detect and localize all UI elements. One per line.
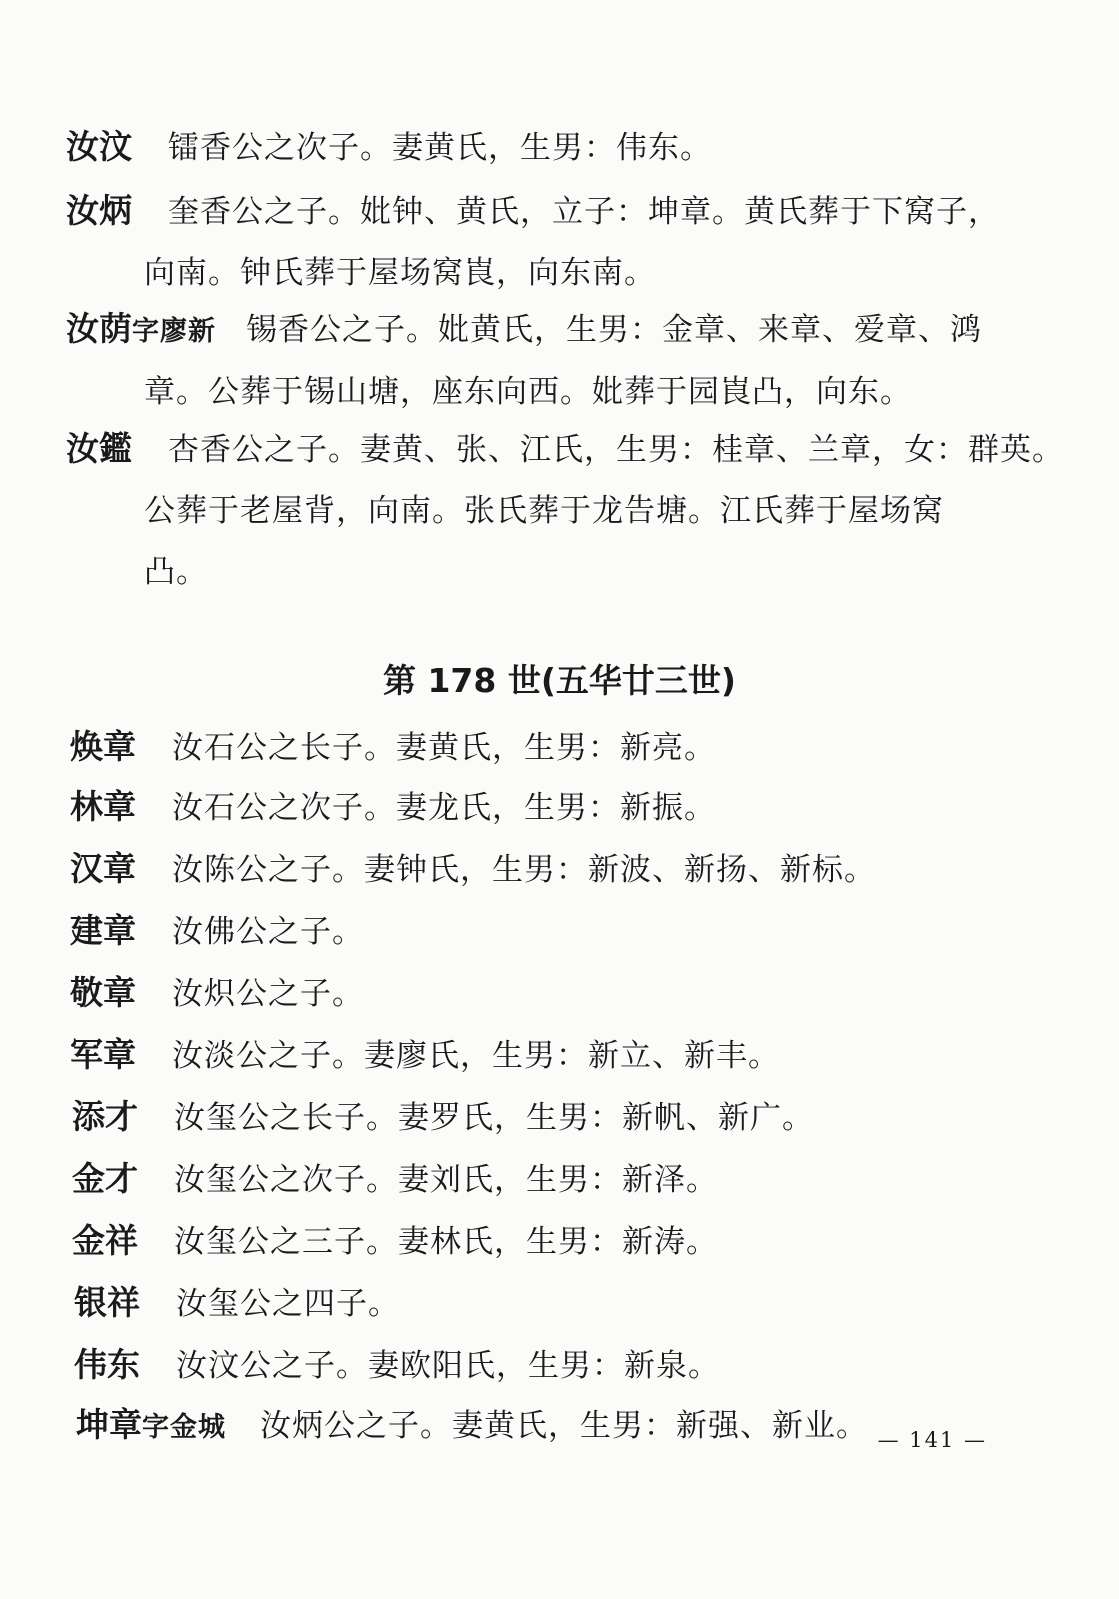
entry-courtesy-name: 字廖新 [132, 316, 216, 347]
entry-wei-dong [74, 1334, 1074, 1397]
entry-continuation: 凸。 [144, 554, 208, 590]
entry-name: 坤章 [76, 1405, 142, 1444]
entry-huan-zhang [70, 716, 1070, 779]
entry-name: 金才 [72, 1159, 138, 1198]
entry-text: 汝炳公之子。妻黄氏，生男：新强、新业。 [260, 1408, 868, 1444]
entry-name: 汝鑑 [66, 429, 132, 468]
entry-han-zhang [70, 838, 1070, 901]
entry-name: 汝汶 [66, 127, 132, 166]
entry-text: 汝玺公之长子。妻罗氏，生男：新帆、新广。 [174, 1100, 814, 1136]
entry-text: 奎香公之子。妣钟、黄氏，立子：坤章。黄氏葬于下窝子， [168, 194, 1000, 230]
entry-yin-xiang [74, 1272, 1074, 1335]
entry-continuation: 向南。钟氏葬于屋场窝崀，向东南。 [144, 255, 656, 291]
entry-continuation: 公葬于老屋背，向南。张氏葬于龙告塘。江氏葬于屋场窝 [144, 493, 944, 529]
entry-tian-cai [72, 1086, 1072, 1149]
entry-text: 汝石公之次子。妻龙氏，生男：新振。 [172, 790, 716, 826]
entry-name: 汝炳 [66, 191, 132, 230]
entry-name: 伟东 [74, 1345, 140, 1384]
entry-name: 敬章 [70, 973, 136, 1012]
entry-text: 汝汶公之子。妻欧阳氏，生男：新泉。 [176, 1348, 720, 1384]
entry-lin-zhang [70, 776, 1070, 839]
entry-ru-jian [66, 418, 1066, 603]
entry-text: 镭香公之次子。妻黄氏，生男：伟东。 [168, 130, 712, 166]
entry-name: 银祥 [74, 1283, 140, 1322]
entry-jin-xiang [72, 1210, 1072, 1273]
entry-name: 林章 [70, 787, 136, 826]
entry-name: 汉章 [70, 849, 136, 888]
entry-jin-cai [72, 1148, 1072, 1211]
entry-text: 汝玺公之次子。妻刘氏，生男：新泽。 [174, 1162, 718, 1198]
entry-name: 汝荫 [66, 309, 132, 348]
entry-text: 杏香公之子。妻黄、张、江氏，生男：桂章、兰章，女：群英。 [168, 432, 1064, 468]
entry-name: 建章 [70, 911, 136, 950]
entry-text: 汝玺公之四子。 [176, 1286, 400, 1322]
entry-text: 汝石公之长子。妻黄氏，生男：新亮。 [172, 730, 716, 766]
entry-name: 金祥 [72, 1221, 138, 1260]
entry-continuation: 章。公葬于锡山塘，座东向西。妣葬于园崀凸，向东。 [144, 374, 912, 410]
entry-ru-wen [66, 116, 1066, 179]
generation-heading: 第 178 世(五华廿三世) [382, 661, 737, 700]
entry-jian-zhang [70, 900, 1070, 963]
page-number: — 141 — [877, 1428, 987, 1452]
entry-courtesy-name: 字金城 [142, 1412, 226, 1443]
entry-text: 汝淡公之子。妻廖氏，生男：新立、新丰。 [172, 1038, 780, 1074]
entry-text: 汝玺公之三子。妻林氏，生男：新涛。 [174, 1224, 718, 1260]
entry-name: 添才 [72, 1097, 138, 1136]
entry-ru-yin [66, 298, 1066, 423]
entry-text: 汝陈公之子。妻钟氏，生男：新波、新扬、新标。 [172, 852, 876, 888]
entry-jun-zhang [70, 1024, 1070, 1087]
entry-name: 焕章 [70, 727, 136, 766]
entry-ru-bing [66, 180, 1066, 304]
entry-jing-zhang [70, 962, 1070, 1025]
entry-text: 锡香公之子。妣黄氏，生男：金章、来章、爱章、鸿 [246, 312, 982, 348]
entry-text: 汝佛公之子。 [172, 914, 364, 950]
entry-name: 军章 [70, 1035, 136, 1074]
entry-text: 汝炽公之子。 [172, 976, 364, 1012]
